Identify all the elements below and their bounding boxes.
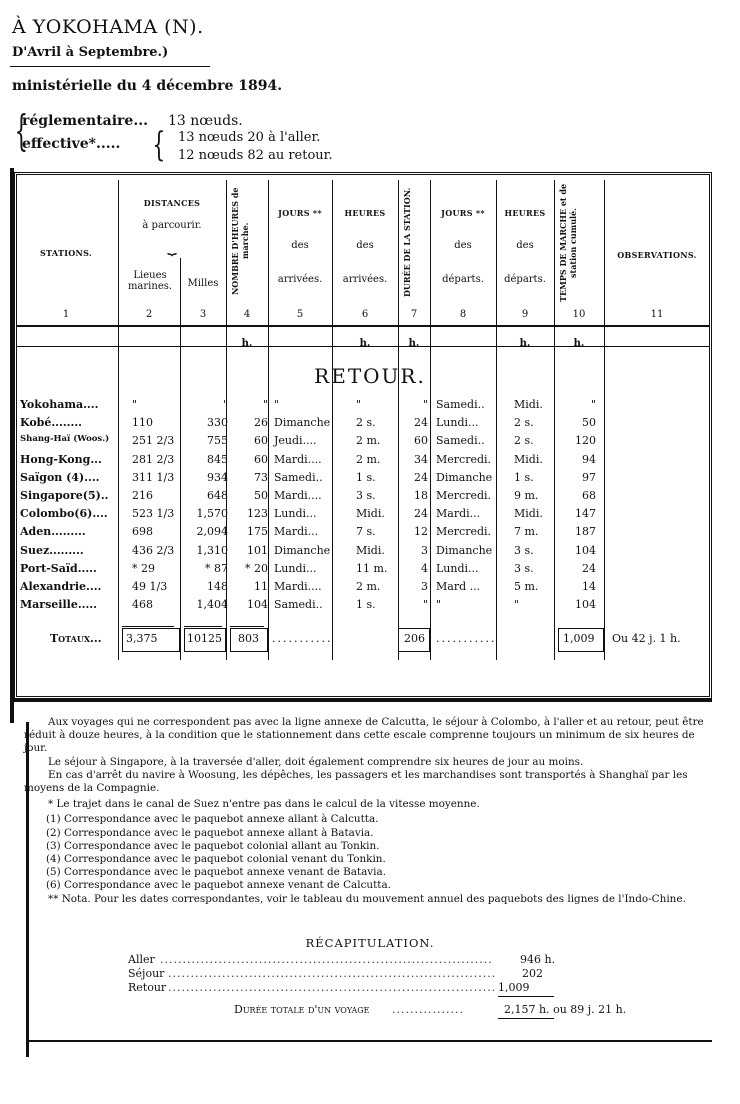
milles-cell: 2,094 xyxy=(196,525,228,539)
unit-hours: h. xyxy=(573,338,585,349)
header-distances: DISTANCES xyxy=(143,198,201,208)
header-temps-marche: TEMPS DE MARCHE et de station cumulé. xyxy=(558,183,578,303)
header-rule xyxy=(10,66,210,67)
header-observations: OBSERVATIONS. xyxy=(617,250,697,260)
duration-cell: 24 xyxy=(414,507,428,521)
departure-hour-cell: " xyxy=(514,598,520,612)
lieues-cell: 251 2/3 xyxy=(132,434,175,448)
duration-cell: 12 xyxy=(414,525,428,539)
lieues-cell: 110 xyxy=(132,416,153,430)
recap-sejour-value: 202 xyxy=(522,967,543,980)
unit-hours: h. xyxy=(241,338,253,349)
duration-cell: 3 xyxy=(421,543,428,557)
hours-cell: 73 xyxy=(254,470,268,484)
duration-cell: 24 xyxy=(414,416,428,430)
departure-hour-cell: 2 s. xyxy=(514,416,534,430)
table-row xyxy=(20,525,710,543)
header-heures-arrivees-top: HEURES xyxy=(344,208,386,218)
cumulative-cell: 14 xyxy=(582,580,596,593)
table-row xyxy=(20,580,710,598)
col-number: 10 xyxy=(572,309,586,320)
col-number: 8 xyxy=(459,309,467,320)
arrival-hour-cell: 2 m. xyxy=(356,434,381,448)
hours-cell: 104 xyxy=(247,598,268,612)
arrival-day-cell: Samedi.. xyxy=(274,598,323,612)
header-heures-arrivees-bot: arrivées. xyxy=(342,274,388,285)
departure-day-cell: Dimanche xyxy=(436,543,493,557)
duration-cell: 24 xyxy=(414,470,428,484)
duration-cell: 60 xyxy=(414,434,428,448)
speed-effective-label: effective*..... xyxy=(22,136,121,152)
station-name: Colombo(6).... xyxy=(20,507,108,521)
hours-cell: 26 xyxy=(254,416,268,430)
footnote-1: (1) Correspondance avec le paquebot annexe allant à Calcutta. xyxy=(46,813,379,826)
table-row xyxy=(20,416,710,434)
arrival-hour-cell: Midi. xyxy=(356,543,385,557)
recap-dots: ......................................................................... xyxy=(168,967,497,980)
cumulative-cell: 24 xyxy=(582,561,596,575)
totals-dots: ........... xyxy=(272,632,333,645)
header-rule-bottom xyxy=(16,325,710,327)
lieues-cell: " xyxy=(132,398,138,411)
footnote-3: (3) Correspondance avec le paquebot colonial allant au Tonkin. xyxy=(46,839,380,852)
cumulative-cell: 187 xyxy=(575,525,596,539)
recap-row-total xyxy=(128,1003,648,1017)
departure-hour-cell: 1 s. xyxy=(514,470,534,484)
lieues-cell: 468 xyxy=(132,598,153,612)
milles-cell: 845 xyxy=(207,452,228,466)
departure-day-cell: Mercredi. xyxy=(436,489,492,502)
station-name: Suez......... xyxy=(20,543,84,557)
departure-day-cell: Samedi.. xyxy=(436,434,485,448)
footnote-2: (2) Correspondance avec le paquebot annexe allant à Batavia. xyxy=(46,826,374,839)
recap-row-aller xyxy=(128,953,648,967)
departure-hour-cell: 9 m. xyxy=(514,489,539,502)
arrival-hour-cell: 1 s. xyxy=(356,598,376,612)
lieues-cell: 49 1/3 xyxy=(132,580,168,593)
header-jours-departs-mid: des xyxy=(454,240,472,251)
milles-cell: * 87 xyxy=(205,561,228,575)
milles-cell: 148 xyxy=(207,580,228,593)
page-title: À YOKOHAMA (N). xyxy=(12,16,204,38)
recap-total-label: Durée totale d'un voyage xyxy=(234,1003,370,1016)
header-duree-station: DURÉE DE LA STATION. xyxy=(402,187,412,297)
header-jours-arrivees-bot: arrivées. xyxy=(277,274,323,285)
duration-cell: 34 xyxy=(414,452,428,466)
table-row xyxy=(20,398,710,416)
duration-cell: 3 xyxy=(421,580,428,593)
table-row xyxy=(20,434,710,452)
totals-lieues: 3,375 xyxy=(126,632,158,645)
arrival-day-cell: Dimanche xyxy=(274,416,331,430)
recap-total-value: 2,157 h. ou 89 j. 21 h. xyxy=(504,1003,627,1016)
milles-cell: 1,570 xyxy=(196,507,228,521)
col-number: 4 xyxy=(243,309,251,320)
departure-day-cell: Dimanche xyxy=(436,470,493,484)
totals-heures: 803 xyxy=(238,632,259,645)
milles-cell: 1,404 xyxy=(196,598,228,612)
totals-rule xyxy=(230,626,264,627)
arrival-day-cell: Jeudi.... xyxy=(274,434,317,448)
station-name: Singapore(5).. xyxy=(20,489,109,502)
milles-cell: 330 xyxy=(207,416,228,430)
distances-brace: ⏟ xyxy=(167,236,177,255)
recap-sejour-label: Séjour xyxy=(128,967,165,980)
lieues-cell: 311 1/3 xyxy=(132,470,175,484)
hours-cell: 175 xyxy=(247,525,268,539)
station-name: Hong-Kong... xyxy=(20,452,102,466)
arrival-hour-cell: 2 m. xyxy=(356,580,381,593)
totals-dots: ........... xyxy=(436,632,497,645)
arrival-hour-cell: 3 s. xyxy=(356,489,376,502)
departure-hour-cell: Midi. xyxy=(514,398,543,411)
lieues-cell: 436 2/3 xyxy=(132,543,175,557)
header-heures-departs-top: HEURES xyxy=(504,208,546,218)
arrival-hour-cell: 7 s. xyxy=(356,525,376,539)
header-stations: STATIONS. xyxy=(39,248,93,258)
departure-hour-cell: 3 s. xyxy=(514,543,534,557)
cumulative-cell: 104 xyxy=(575,543,596,557)
header-jours-arrivees-mid: des xyxy=(291,240,309,251)
header-heures-departs-bot: départs. xyxy=(504,274,546,285)
arrival-day-cell: Mardi.... xyxy=(274,489,322,502)
station-name: Shang-Haï (Woos.) xyxy=(20,434,110,445)
hours-cell: 50 xyxy=(254,489,268,502)
station-name: Port-Saïd..... xyxy=(20,561,97,575)
cumulative-cell: 94 xyxy=(582,452,596,466)
section-title-retour: RETOUR. xyxy=(314,364,426,388)
station-name: Alexandrie.... xyxy=(20,580,102,593)
milles-cell: 648 xyxy=(207,489,228,502)
table-row xyxy=(20,598,710,616)
hours-cell: 101 xyxy=(247,543,268,557)
arrival-hour-cell: 1 s. xyxy=(356,470,376,484)
departure-day-cell: Mardi... xyxy=(436,507,481,521)
totals-rule xyxy=(122,626,174,627)
col-number: 1 xyxy=(62,309,70,320)
note-star: * Le trajet dans le canal de Suez n'entre pas dans le calcul de la vitesse moyenne. xyxy=(48,798,480,811)
duration-cell: 4 xyxy=(421,561,428,575)
lieues-cell: 216 xyxy=(132,489,153,502)
station-name: Yokohama.... xyxy=(20,398,99,411)
recap-title: RÉCAPITULATION. xyxy=(305,936,435,950)
milles-cell: 755 xyxy=(207,434,228,448)
departure-day-cell: Mercredi. xyxy=(436,452,492,466)
table-row xyxy=(20,489,710,507)
speed-effective-retour: 12 nœuds 82 au retour. xyxy=(178,148,333,163)
arrival-hour-cell: 11 m. xyxy=(356,561,388,575)
speed-regulatory-label: réglementaire... xyxy=(22,113,148,129)
arrival-hour-cell: Midi. xyxy=(356,507,385,521)
departure-hour-cell: Midi. xyxy=(514,507,543,521)
recap-row-retour xyxy=(128,981,648,995)
recap-sum-rule xyxy=(498,996,554,997)
arrival-hour-cell: 2 s. xyxy=(356,416,376,430)
hours-cell: * 20 xyxy=(245,561,268,575)
departure-day-cell: Samedi.. xyxy=(436,398,485,411)
recap-row-sejour xyxy=(128,967,648,981)
right-brace: { xyxy=(152,125,166,165)
table-row xyxy=(20,471,710,489)
arrival-day-cell: Mardi.... xyxy=(274,580,322,593)
header-lieues: Lieues marines. xyxy=(127,270,173,292)
totals-cumul: 1,009 xyxy=(563,632,595,645)
duration-cell: 18 xyxy=(414,489,428,502)
totals-rule xyxy=(184,626,222,627)
duration-cell: " xyxy=(422,598,428,612)
col-number: 9 xyxy=(521,309,529,320)
cumulative-cell: " xyxy=(590,398,596,411)
departure-hour-cell: 5 m. xyxy=(514,580,539,593)
station-name: Aden......... xyxy=(20,525,86,539)
recap-dots: ......................................................................... xyxy=(168,981,497,994)
departure-day-cell: Lundi... xyxy=(436,416,479,430)
arrival-day-cell: " xyxy=(274,398,280,411)
arrival-day-cell: Mardi.... xyxy=(274,452,322,466)
arrival-day-cell: Lundi... xyxy=(274,561,317,575)
cumulative-cell: 50 xyxy=(582,416,596,430)
totals-duree: 206 xyxy=(404,632,425,645)
station-name: Kobé........ xyxy=(20,416,82,430)
col-number: 11 xyxy=(650,309,664,320)
departure-hour-cell: 3 s. xyxy=(514,561,534,575)
footnote-6: (6) Correspondance avec le paquebot annexe venant de Calcutta. xyxy=(46,879,391,892)
header-jours-departs-top: JOURS ** xyxy=(441,208,485,218)
unit-hours: h. xyxy=(519,338,531,349)
cumulative-cell: 120 xyxy=(575,434,596,448)
note-paragraph: Le séjour à Singapore, à la traversée d'aller, doit également comprendre six heures de jour au moins. xyxy=(48,755,584,768)
station-name: Marseille..... xyxy=(20,598,97,612)
recap-retour-label: Retour xyxy=(128,981,167,994)
lieues-cell: 698 xyxy=(132,525,153,539)
hours-cell: 60 xyxy=(254,434,268,448)
table-row xyxy=(20,544,710,562)
departure-day-cell: Mercredi. xyxy=(436,525,492,539)
hours-cell: " xyxy=(262,398,268,411)
hours-cell: 123 xyxy=(247,507,268,521)
recap-dots: ................ xyxy=(392,1003,464,1016)
departure-day-cell: " xyxy=(436,598,442,612)
header-heures-departs-mid: des xyxy=(516,240,534,251)
footnote-5: (5) Correspondance avec le paquebot annexe venant de Batavia. xyxy=(46,866,386,879)
col-number: 7 xyxy=(410,309,418,320)
cumulative-cell: 68 xyxy=(582,489,596,502)
recap-total-rule xyxy=(498,1018,554,1019)
header-heures-arrivees-mid: des xyxy=(356,240,374,251)
unit-hours: h. xyxy=(408,338,420,349)
arrival-day-cell: Lundi... xyxy=(274,507,317,521)
hours-cell: 11 xyxy=(254,580,268,593)
arrival-hour-cell: 2 m. xyxy=(356,452,381,466)
note-paragraph: En cas d'arrêt du navire à Woosung, les dépêches, les passagers et les marchandises sont transportés à Shanghaï par les moyens de la Compagnie. xyxy=(24,768,688,795)
page-subtitle: D'Avril à Septembre.) xyxy=(12,45,169,60)
departure-day-cell: Mard ... xyxy=(436,580,481,593)
station-name: Saïgon (4).... xyxy=(20,470,100,484)
departure-day-cell: Lundi... xyxy=(436,561,479,575)
arrival-day-cell: Samedi.. xyxy=(274,470,323,484)
lieues-cell: 523 1/3 xyxy=(132,507,175,521)
recap-aller-label: Aller xyxy=(128,953,155,966)
lieues-cell: 281 2/3 xyxy=(132,452,175,466)
table-row xyxy=(20,562,710,580)
note-nota: ** Nota. Pour les dates correspondantes, voir le tableau du mouvement annuel des paquebots des lignes de l'Indo-Chine. xyxy=(48,892,686,905)
col-number: 5 xyxy=(296,309,304,320)
table-row xyxy=(20,453,710,471)
header-jours-departs-bot: départs. xyxy=(442,274,484,285)
header-a-parcourir: à parcourir. xyxy=(142,220,202,231)
departure-hour-cell: 7 m. xyxy=(514,525,539,539)
cumulative-cell: 104 xyxy=(575,598,596,612)
arrival-hour-cell: " xyxy=(356,398,362,411)
ministerial-decision: ministérielle du 4 décembre 1894. xyxy=(12,78,283,94)
col-number: 2 xyxy=(145,309,153,320)
departure-hour-cell: 2 s. xyxy=(514,434,534,448)
milles-cell: " xyxy=(222,398,228,411)
header-nombre-heures: NOMBRE D'HEURES de marche. xyxy=(230,187,250,295)
arrival-day-cell: Mardi... xyxy=(274,525,319,539)
duration-cell: " xyxy=(422,398,428,411)
table-row xyxy=(20,507,710,525)
footnotes xyxy=(24,716,720,906)
speed-effective-aller: 13 nœuds 20 à l'aller. xyxy=(178,130,321,145)
totals-observation: Ou 42 j. 1 h. xyxy=(612,632,681,645)
header-jours-arrivees-top: JOURS ** xyxy=(278,208,322,218)
table-bottom-rule xyxy=(14,699,712,702)
col-number: 6 xyxy=(361,309,369,320)
left-brace: { xyxy=(14,106,29,155)
speed-regulatory-value: 13 nœuds. xyxy=(168,113,243,129)
recap-aller-value: 946 h. xyxy=(520,953,556,966)
recap-dots: .......................................................................... xyxy=(160,953,493,966)
footnote-4: (4) Correspondance avec le paquebot colonial venant du Tonkin. xyxy=(46,853,386,866)
cumulative-cell: 97 xyxy=(582,470,596,484)
header-milles: Milles xyxy=(187,278,219,289)
note-paragraph: Aux voyages qui ne correspondent pas avec la ligne annexe de Calcutta, le séjour à Colombo, à l'aller et au retour, peut être réduit à douze heures, à la condition que le stationnement dans cette escale comprenne toujours un minimum de six heures de jour. xyxy=(24,716,704,755)
totals-label: Totaux... xyxy=(50,632,102,645)
unit-hours: h. xyxy=(359,338,371,349)
milles-cell: 934 xyxy=(207,470,228,484)
departure-hour-cell: Midi. xyxy=(514,452,543,466)
hours-cell: 60 xyxy=(254,452,268,466)
milles-cell: 1,310 xyxy=(196,543,228,557)
page-bottom-rule xyxy=(26,1040,712,1042)
lieues-cell: * 29 xyxy=(132,561,155,575)
totals-milles: 10125 xyxy=(187,632,222,645)
recap-retour-value: 1,009 xyxy=(498,981,530,994)
cumulative-cell: 147 xyxy=(575,507,596,521)
col-number: 3 xyxy=(199,309,207,320)
arrival-day-cell: Dimanche xyxy=(274,543,331,557)
